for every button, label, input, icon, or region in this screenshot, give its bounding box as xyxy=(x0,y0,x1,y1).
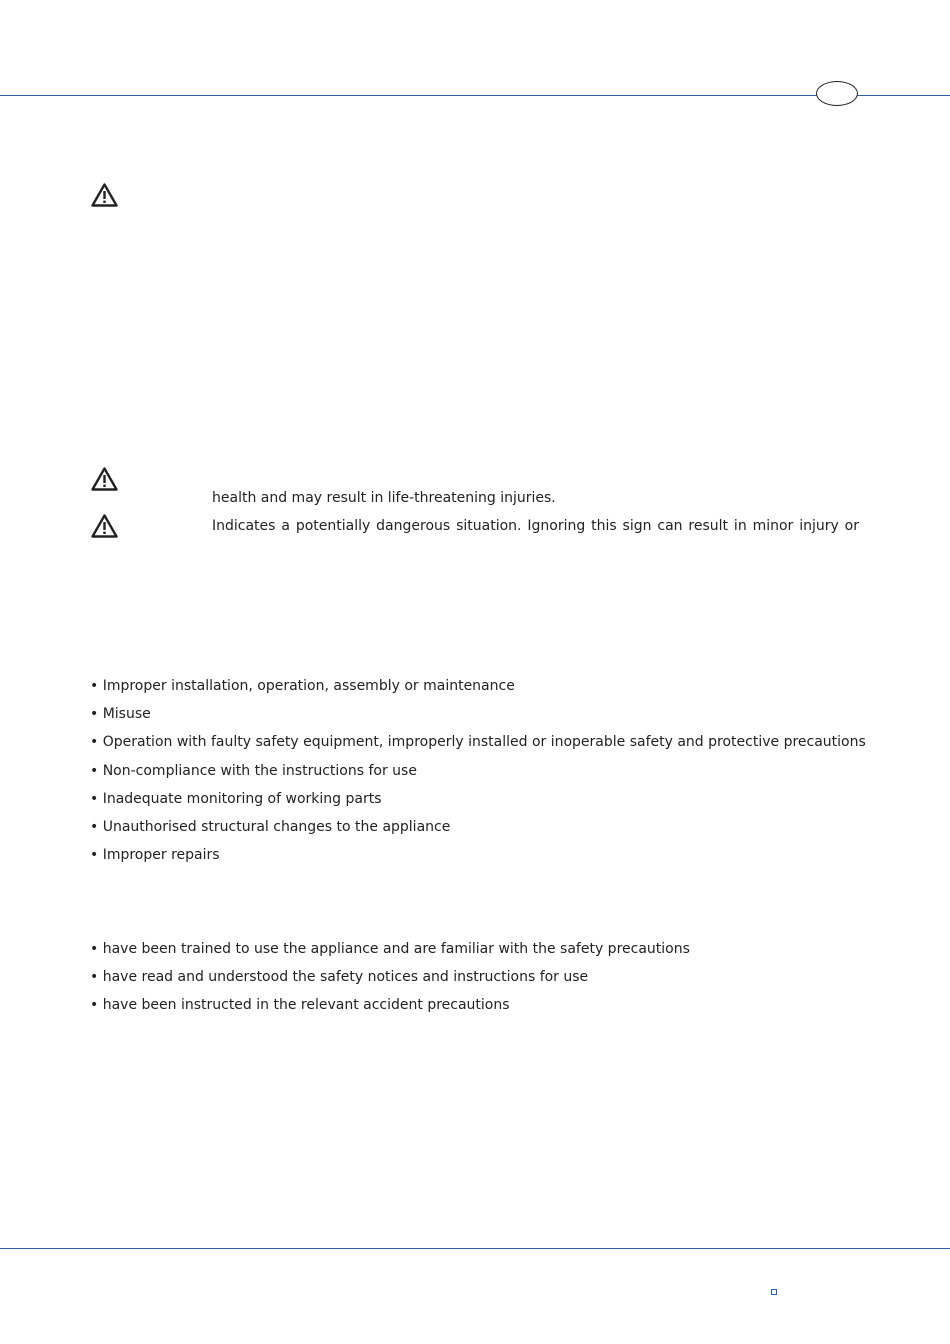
header-rule xyxy=(0,95,950,96)
warning-text: health and may result in life-threatening injuries. xyxy=(212,490,556,506)
list-item: • Non-compliance with the instructions for use xyxy=(90,762,417,779)
list-item: • Improper installation, operation, assembly or maintenance xyxy=(90,678,515,694)
list-item: • have read and understood the safety notices and instructions for use xyxy=(90,969,589,986)
list-item: • Inadequate monitoring of working parts xyxy=(90,790,382,807)
list-item: • Operation with faulty safety equipment, improperly installed or inoperable safety and protective precautions xyxy=(90,734,866,751)
page-number-oval xyxy=(816,81,858,106)
footer-rule xyxy=(0,1248,950,1249)
footer-square-marker xyxy=(771,1289,777,1295)
warning-text: Indicates a potentially dangerous situation. Ignoring this sign can result in minor injury or xyxy=(212,518,859,534)
warning-triangle-icon xyxy=(91,467,118,491)
warning-triangle-icon xyxy=(91,514,118,538)
list-item: • Improper repairs xyxy=(90,847,220,864)
list-item: • have been instructed in the relevant accident precautions xyxy=(90,997,510,1014)
list-item: • Unauthorised structural changes to the appliance xyxy=(90,818,451,835)
operators-list xyxy=(90,939,690,1024)
warning-triangle-icon xyxy=(91,183,118,207)
list-item: • Misuse xyxy=(90,706,151,723)
causes-list xyxy=(90,676,866,873)
list-item: • have been trained to use the appliance and are familiar with the safety precautions xyxy=(90,941,690,957)
